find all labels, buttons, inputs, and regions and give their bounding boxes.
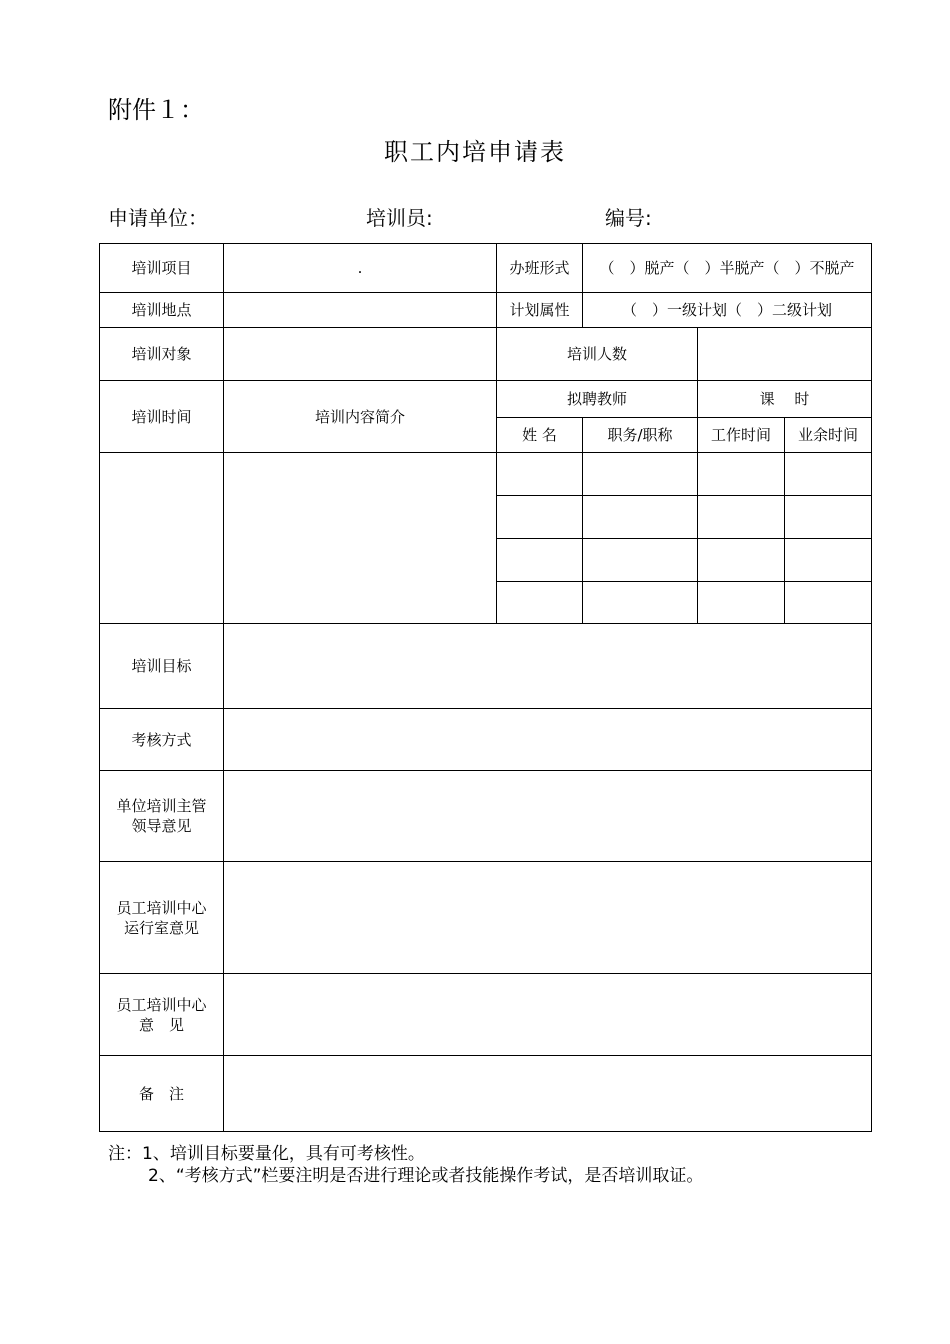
remark-label: 备 注 bbox=[100, 1056, 224, 1132]
center-opinion-value[interactable] bbox=[224, 974, 872, 1056]
note-line-2: 2、“考核方式”栏要注明是否进行理论或者技能操作考试，是否培训取证。 bbox=[148, 1166, 704, 1186]
teacher-cell[interactable] bbox=[698, 496, 785, 539]
teacher-name-label: 姓 名 bbox=[497, 418, 583, 453]
assessment-value[interactable] bbox=[224, 709, 872, 771]
work-hours-label: 工作时间 bbox=[698, 418, 785, 453]
count-label: 培训人数 bbox=[497, 328, 698, 381]
applicant-unit-label: 申请单位： bbox=[108, 206, 208, 230]
note-line-1: 注：1、培训目标要量化，具有可考核性。 bbox=[108, 1144, 425, 1164]
spare-hours-label: 业余时间 bbox=[785, 418, 872, 453]
project-value[interactable]: . bbox=[224, 244, 497, 293]
content-label: 培训内容简介 bbox=[224, 381, 497, 453]
teacher-cell[interactable] bbox=[785, 582, 872, 624]
teacher-cell[interactable] bbox=[497, 539, 583, 582]
teacher-cell[interactable] bbox=[583, 496, 698, 539]
goal-label: 培训目标 bbox=[100, 624, 224, 709]
unit-leader-opinion-value[interactable] bbox=[224, 771, 872, 862]
center-label-line1: 员工培训中心 bbox=[116, 995, 207, 1014]
unit-leader-label-line1: 单位培训主管 bbox=[116, 797, 207, 815]
plan-label: 计划属性 bbox=[497, 293, 583, 328]
teacher-cell[interactable] bbox=[497, 453, 583, 496]
teacher-cell[interactable] bbox=[698, 582, 785, 624]
target-label: 培训对象 bbox=[100, 328, 224, 381]
trainer-label: 培训员: bbox=[366, 206, 433, 230]
unit-leader-label-line2: 领导意见 bbox=[131, 817, 192, 835]
teacher-cell[interactable] bbox=[785, 496, 872, 539]
plan-options[interactable]: （ ）一级计划（ ）二级计划 bbox=[583, 293, 872, 328]
teacher-cell[interactable] bbox=[583, 582, 698, 624]
unit-leader-opinion-label bbox=[100, 771, 224, 862]
teacher-cell[interactable] bbox=[583, 539, 698, 582]
teacher-cell[interactable] bbox=[785, 453, 872, 496]
teacher-cell[interactable] bbox=[698, 453, 785, 496]
ops-room-opinion-label bbox=[100, 862, 224, 974]
time-label: 培训时间 bbox=[100, 381, 224, 453]
content-value[interactable] bbox=[224, 453, 497, 624]
center-opinion-label bbox=[100, 974, 224, 1056]
project-label: 培训项目 bbox=[100, 244, 224, 293]
teacher-cell[interactable] bbox=[785, 539, 872, 582]
class-form-label: 办班形式 bbox=[497, 244, 583, 293]
notes bbox=[108, 1143, 703, 1187]
teacher-cell[interactable] bbox=[497, 582, 583, 624]
location-value[interactable] bbox=[224, 293, 497, 328]
teacher-label: 拟聘教师 bbox=[497, 381, 698, 418]
form-title: 职工内培申请表 bbox=[384, 138, 566, 166]
ops-room-opinion-value[interactable] bbox=[224, 862, 872, 974]
serial-number-label: 编号: bbox=[605, 206, 652, 230]
class-form-options[interactable]: （ ）脱产（ ）半脱产（ ）不脱产 bbox=[583, 244, 872, 293]
application-form-table bbox=[99, 243, 872, 1132]
hours-label: 课 时 bbox=[698, 381, 872, 418]
teacher-cell[interactable] bbox=[497, 496, 583, 539]
ops-room-label-line2: 运行室意见 bbox=[123, 918, 199, 937]
target-value[interactable] bbox=[224, 328, 497, 381]
center-label-line2: 意 见 bbox=[138, 1015, 184, 1034]
teacher-cell[interactable] bbox=[698, 539, 785, 582]
assessment-label: 考核方式 bbox=[100, 709, 224, 771]
remark-value[interactable] bbox=[224, 1056, 872, 1132]
time-value[interactable] bbox=[100, 453, 224, 624]
goal-value[interactable] bbox=[224, 624, 872, 709]
teacher-cell[interactable] bbox=[583, 453, 698, 496]
teacher-title-label: 职务/职称 bbox=[583, 418, 698, 453]
ops-room-label-line1: 员工培训中心 bbox=[116, 898, 207, 917]
attachment-label: 附件１： bbox=[108, 96, 204, 124]
location-label: 培训地点 bbox=[100, 293, 224, 328]
count-value[interactable] bbox=[698, 328, 872, 381]
